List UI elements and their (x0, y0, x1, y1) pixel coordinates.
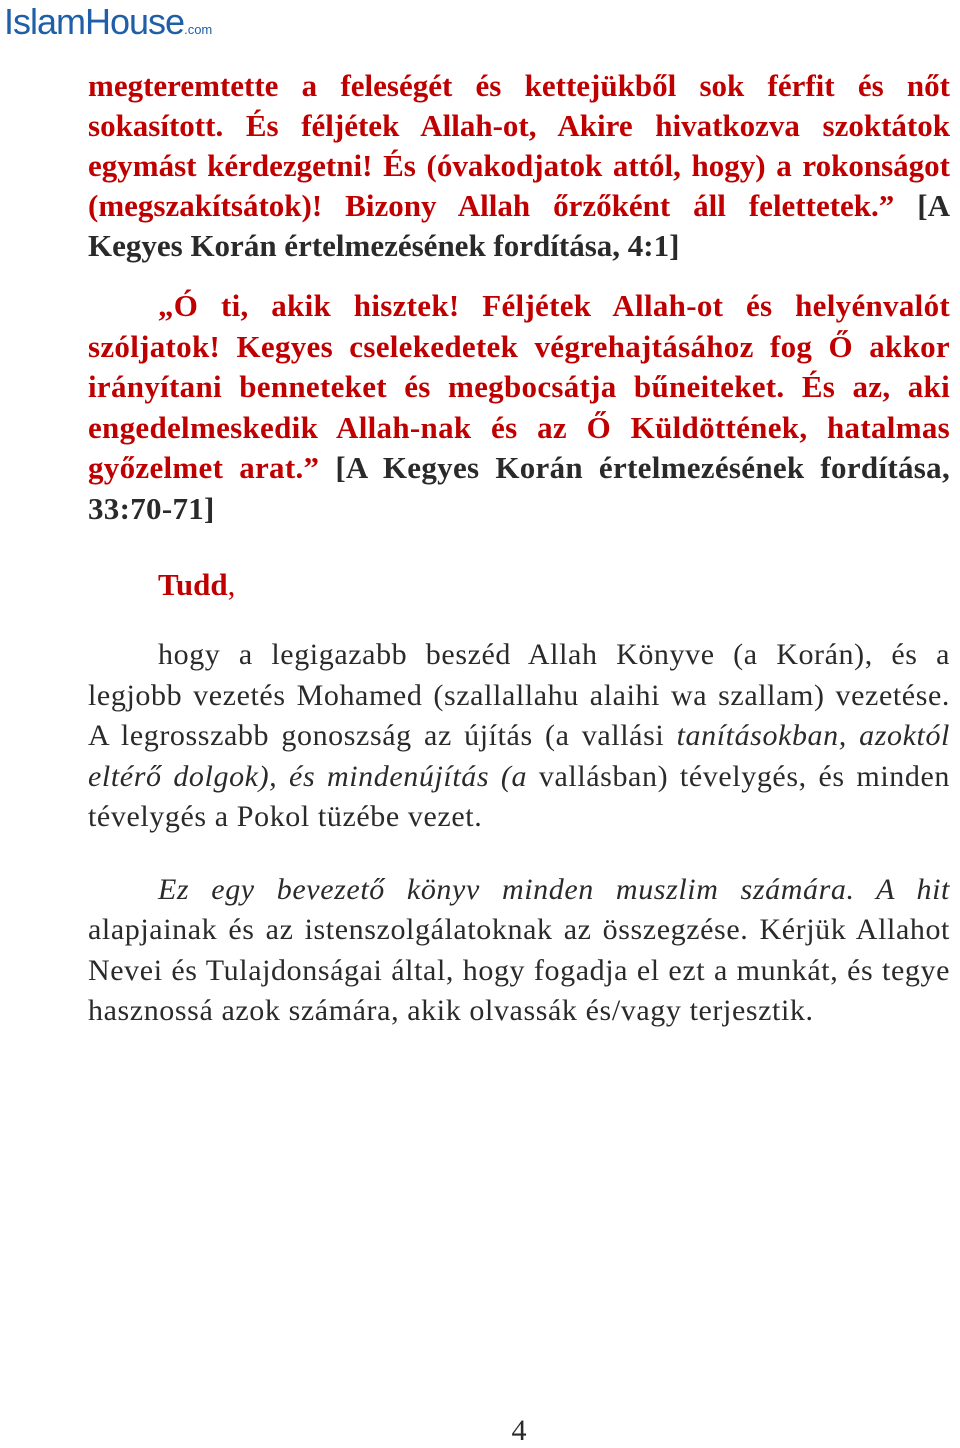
paragraph-text: alapjainak és az istenszolgálatoknak az összegzése. Kérjük Allahot Nevei és Tulajdonságai által, hogy fogadja el ezt a munkát, és tegye hasznossá azok számára, akik olvassák és/vagy terjesztik. (88, 913, 950, 1027)
quote-text: „Ó ti, akik hisztek! Féljétek Allah-ot és helyénvalót szóljatok! Kegyes cselekedetek végrehajtásához fog Ő akkor irányítani benneteket és megbocsátja bűneiteket. És az, aki engedelmeskedik Allah-nak és az Ő Küldöttének, hatalmas győzelmet arat.” (88, 288, 950, 485)
tudd-heading (158, 565, 950, 605)
body-paragraph-1 (88, 635, 950, 838)
paragraph-text: vallásban) tévelygés, és minden tévelygés a Pokol tüzébe vezet. (88, 759, 950, 833)
quran-quote-4-1 (88, 66, 950, 266)
quote-text: megteremtette a feleségét és kettejükből sok férfit és nőt sokasított. És féljétek Allah-ot, Akire hivatkozva szoktátok egymást kérdezgetni! És (óvakodjatok attól, hogy) a rokonságot (megszakítsátok)! Bizony Allah őrzőként áll felettetek.” (88, 68, 950, 223)
tudd-word: Tudd (158, 567, 228, 602)
body-paragraph-2 (88, 870, 950, 1032)
logo-suffix: .com (184, 22, 213, 37)
paragraph-italic: Ez egy bevezető könyv minden muszlim számára. A hit (158, 872, 950, 906)
paragraph-text: hogy a legigazabb beszéd Allah Könyve (a Korán), és a legjobb vezetés Mohamed (szallallahu alaihi wa szallam) vezetése. A legrosszabb gonoszság az újítás (a vallási (88, 638, 950, 752)
tudd-comma: , (227, 567, 236, 602)
paragraph-italic: tanításokban, azoktól eltérő dolgok), és mindenújítás (a (88, 719, 950, 793)
islamhouse-logo (4, 2, 212, 50)
quran-quote-33-70 (88, 286, 950, 529)
quote-reference: [A Kegyes Korán értelmezésének fordítása, 33:70-71] (88, 450, 951, 526)
quote-reference: [A Kegyes Korán értelmezésének fordítása, 4:1] (88, 188, 951, 263)
logo-main: IslamHouse (4, 1, 185, 42)
page-number: 4 (511, 1414, 527, 1447)
page-content (88, 66, 950, 1032)
